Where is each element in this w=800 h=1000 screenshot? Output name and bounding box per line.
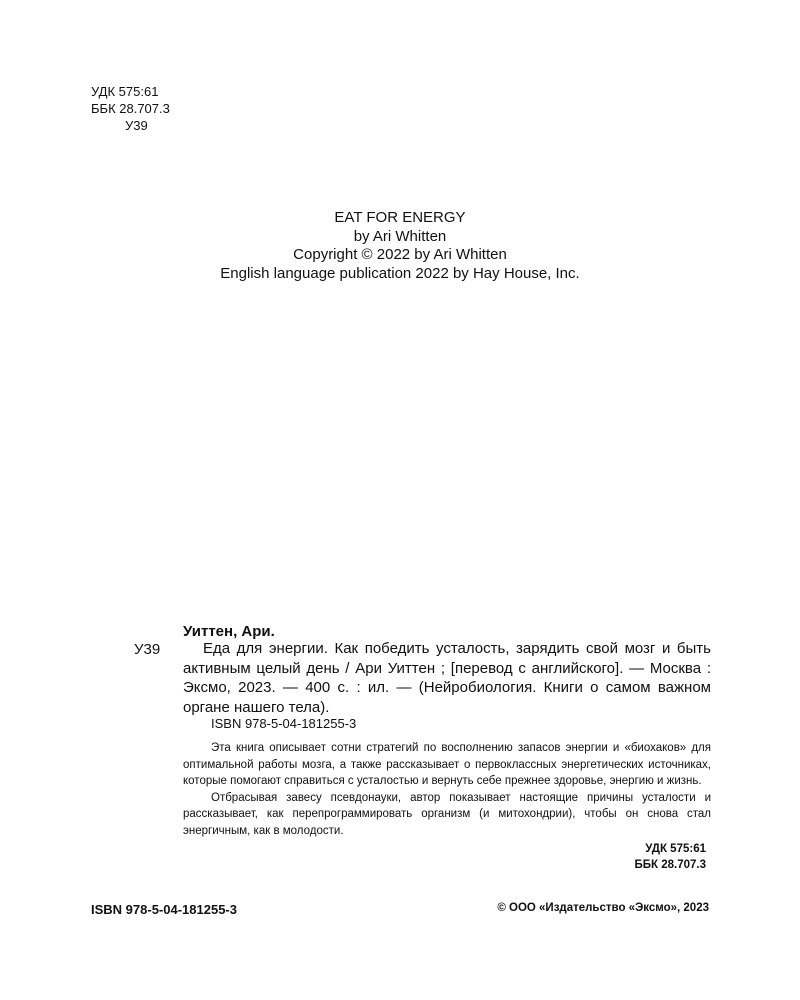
annotation-paragraph: Эта книга описывает сотни стратегий по восполнению запасов энергии и «биохаков» для оптимальной работы мозга, а также рассказывает о первоклассных энергетических источниках, которые помогают справиться с усталостью и вернуть себе прежнее здоровье, энергию и жизнь. — [183, 742, 711, 787]
record-author-mark: У39 — [134, 641, 161, 658]
footer-isbn: ISBN 978-5-04-181255-3 — [91, 902, 237, 917]
original-title: EAT FOR ENERGY — [334, 209, 466, 226]
original-copyright-line: Copyright © 2022 by Ari Whitten — [293, 246, 507, 263]
record-udk-code: УДК 575:61 — [645, 843, 706, 855]
record-author: Уиттен, Ари. — [183, 623, 275, 640]
record-isbn: ISBN 978-5-04-181255-3 — [211, 716, 357, 731]
bbk-code: ББК 28.707.3 — [91, 101, 170, 116]
record-description: Еда для энергии. Как победить усталость, зарядить свой мозг и быть активным целый день / Ари Уиттен ; [перевод с английского]. — Москва : Эксмо, 2023. — 400 с. : ил. — (Нейробиология. Книги о самом важном органе нашего тела). — [183, 640, 711, 716]
annotation — [183, 740, 711, 839]
record-classification-codes — [560, 841, 706, 873]
original-publication-line: English language publication 2022 by Hay House, Inc. — [220, 264, 580, 282]
record-bbk-code: ББК 28.707.3 — [634, 859, 706, 871]
footer-copyright: © ООО «Издательство «Эксмо», 2023 — [497, 902, 709, 914]
udk-code: УДК 575:61 — [91, 84, 159, 99]
original-author-line: by Ari Whitten — [353, 227, 447, 245]
annotation-paragraph: Отбрасывая завесу псевдонауки, автор показывает настоящие причины усталости и рассказывает, как перепрограммировать организм (и митохондрии), чтобы он снова стал энергичным, как в молодости. — [183, 791, 711, 837]
top-classification-codes — [91, 83, 170, 134]
author-mark: У39 — [125, 118, 148, 133]
original-copyright-block — [150, 209, 650, 283]
